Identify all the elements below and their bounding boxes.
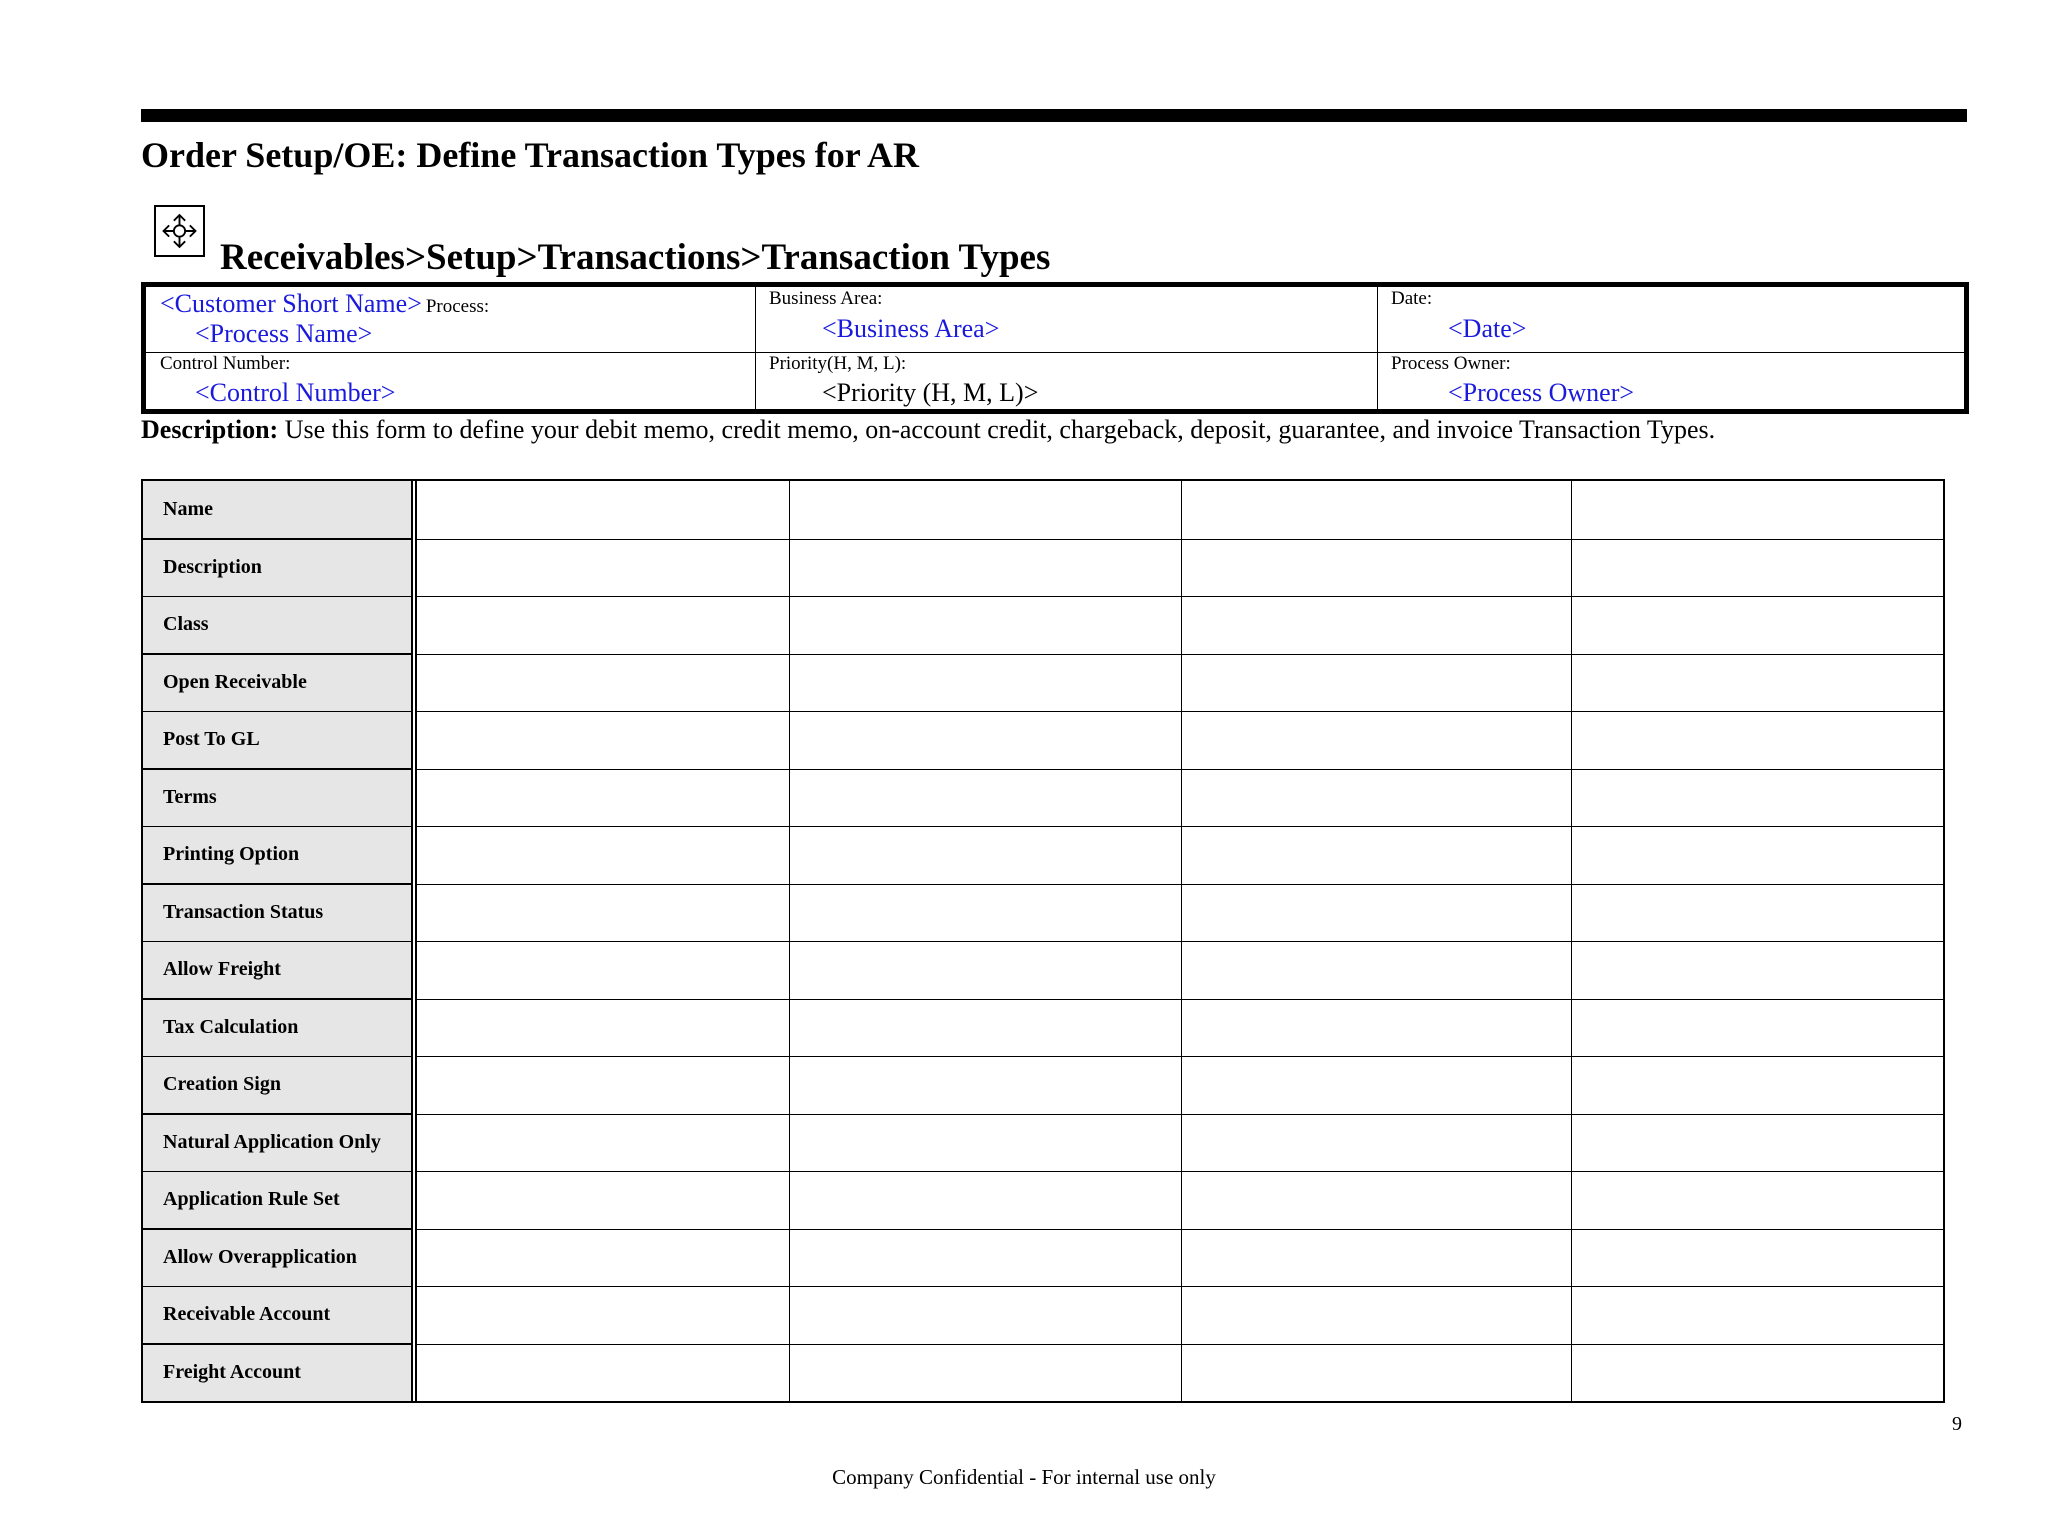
control-number-label: Control Number: <box>160 353 291 374</box>
row-label: Allow Overapplication <box>143 1229 413 1287</box>
entry-cell[interactable] <box>790 655 1181 711</box>
row-label: Printing Option <box>143 826 413 884</box>
entry-cell[interactable] <box>417 1115 789 1171</box>
entry-cell[interactable] <box>1182 597 1571 653</box>
entry-cell[interactable] <box>1572 770 1943 826</box>
column-divider <box>1181 481 1182 1401</box>
entry-cell[interactable] <box>417 770 789 826</box>
entry-cell[interactable] <box>790 827 1181 883</box>
row-label: Post To GL <box>143 711 413 769</box>
priority-label: Priority(H, M, L): <box>769 353 907 374</box>
entry-cell[interactable] <box>1572 1115 1943 1171</box>
description-text: Use this form to define your debit memo, credit memo, on-account credit, chargeback, deposit, guarantee, and invoice Transaction Types. <box>284 415 1716 444</box>
entry-cell[interactable] <box>1572 1230 1943 1286</box>
entry-cell[interactable] <box>417 1345 789 1401</box>
entry-cell[interactable] <box>790 1000 1181 1056</box>
entry-cell[interactable] <box>417 1287 789 1343</box>
entry-cell[interactable] <box>790 1230 1181 1286</box>
entry-cell[interactable] <box>1182 770 1571 826</box>
entry-cell[interactable] <box>790 712 1181 768</box>
entry-cell[interactable] <box>1572 655 1943 711</box>
date-label: Date: <box>1391 288 1433 309</box>
process-name-cell <box>195 319 372 349</box>
entry-cell[interactable] <box>1182 1057 1571 1113</box>
entry-cell[interactable] <box>1572 827 1943 883</box>
row-label: Tax Calculation <box>143 999 413 1057</box>
column-divider <box>789 481 790 1401</box>
entry-cell[interactable] <box>1182 1287 1571 1343</box>
entry-cell[interactable] <box>1572 885 1943 941</box>
description <box>141 415 1715 445</box>
entry-cell[interactable] <box>1182 482 1571 538</box>
entry-cell[interactable] <box>790 540 1181 596</box>
move-arrows-icon <box>154 205 205 257</box>
top-rule <box>141 109 1967 122</box>
row-label: Allow Freight <box>143 941 413 999</box>
entry-cell[interactable] <box>1182 1230 1571 1286</box>
entry-cell[interactable] <box>790 1057 1181 1113</box>
navigation-path: Receivables>Setup>Transactions>Transaction Types <box>220 237 1051 278</box>
header-row-divider <box>146 352 1964 353</box>
entry-cell[interactable] <box>417 1172 789 1228</box>
entry-cell[interactable] <box>1572 1345 1943 1401</box>
entry-cell[interactable] <box>1182 1172 1571 1228</box>
entry-cell[interactable] <box>790 770 1181 826</box>
control-number-value: <Control Number> <box>195 378 396 407</box>
footer: Company Confidential - For internal use only <box>832 1465 1216 1489</box>
entry-cell[interactable] <box>1182 942 1571 998</box>
transaction-types-table <box>141 479 1945 1403</box>
entry-cell[interactable] <box>1572 482 1943 538</box>
entry-cell[interactable] <box>790 597 1181 653</box>
entry-cell[interactable] <box>790 1115 1181 1171</box>
entry-cell[interactable] <box>417 827 789 883</box>
page-number: 9 <box>1952 1413 1962 1435</box>
entry-cell[interactable] <box>790 1287 1181 1343</box>
header-col-divider <box>1377 287 1378 409</box>
entry-cell[interactable] <box>1182 655 1571 711</box>
entry-cell[interactable] <box>1182 1345 1571 1401</box>
entry-cell[interactable] <box>417 712 789 768</box>
entry-cell[interactable] <box>1572 1172 1943 1228</box>
entry-cell[interactable] <box>417 1057 789 1113</box>
entry-cell[interactable] <box>1572 597 1943 653</box>
entry-cell[interactable] <box>790 885 1181 941</box>
row-label: Description <box>143 539 413 597</box>
entry-cell[interactable] <box>1182 712 1571 768</box>
process-name: <Process Name> <box>195 319 373 348</box>
entry-cell[interactable] <box>790 1172 1181 1228</box>
entry-cell[interactable] <box>417 885 789 941</box>
process-label: Process: <box>425 296 490 317</box>
entry-cell[interactable] <box>417 1000 789 1056</box>
entry-cell[interactable] <box>1572 712 1943 768</box>
row-label: Transaction Status <box>143 884 413 942</box>
customer-short-name: <Customer Short Name> <box>160 289 422 318</box>
entry-cell[interactable] <box>1182 827 1571 883</box>
row-label: Name <box>143 481 413 539</box>
entry-cell[interactable] <box>1572 1057 1943 1113</box>
entry-cell[interactable] <box>417 482 789 538</box>
row-label: Freight Account <box>143 1344 413 1402</box>
entry-cell[interactable] <box>1182 540 1571 596</box>
process-owner-label: Process Owner: <box>1391 353 1511 374</box>
entry-cell[interactable] <box>417 540 789 596</box>
entry-cell[interactable] <box>1182 1115 1571 1171</box>
business-area-label-text: Business Area: <box>769 288 883 309</box>
header-col-divider <box>755 287 756 409</box>
row-label: Application Rule Set <box>143 1171 413 1229</box>
entry-cell[interactable] <box>417 655 789 711</box>
entry-cell[interactable] <box>1572 1287 1943 1343</box>
entry-cell[interactable] <box>790 942 1181 998</box>
entry-cell[interactable] <box>1182 885 1571 941</box>
row-label: Class <box>143 596 413 654</box>
business-area-value: <Business Area> <box>822 314 1000 343</box>
description-label: Description: <box>141 415 279 444</box>
priority-value: <Priority (H, M, L)> <box>822 378 1039 407</box>
label-column-divider <box>411 481 417 1401</box>
row-label: Natural Application Only <box>143 1114 413 1172</box>
entry-cell[interactable] <box>1572 540 1943 596</box>
entry-cell[interactable] <box>1572 1000 1943 1056</box>
entry-cell[interactable] <box>417 1230 789 1286</box>
entry-cell[interactable] <box>1572 942 1943 998</box>
row-label: Terms <box>143 769 413 827</box>
customer-process-cell <box>160 289 489 319</box>
column-divider <box>1571 481 1572 1401</box>
row-label: Open Receivable <box>143 654 413 712</box>
date-value: <Date> <box>1448 314 1527 343</box>
process-header-box <box>141 282 1969 414</box>
row-label: Receivable Account <box>143 1286 413 1344</box>
entry-cell[interactable] <box>790 482 1181 538</box>
page-title: Order Setup/OE: Define Transaction Types for AR <box>141 135 920 175</box>
row-label: Creation Sign <box>143 1056 413 1114</box>
entry-cell[interactable] <box>1182 1000 1571 1056</box>
entry-cell[interactable] <box>790 1345 1181 1401</box>
entry-cell[interactable] <box>417 597 789 653</box>
entry-cell[interactable] <box>417 942 789 998</box>
process-owner-value: <Process Owner> <box>1448 378 1635 407</box>
